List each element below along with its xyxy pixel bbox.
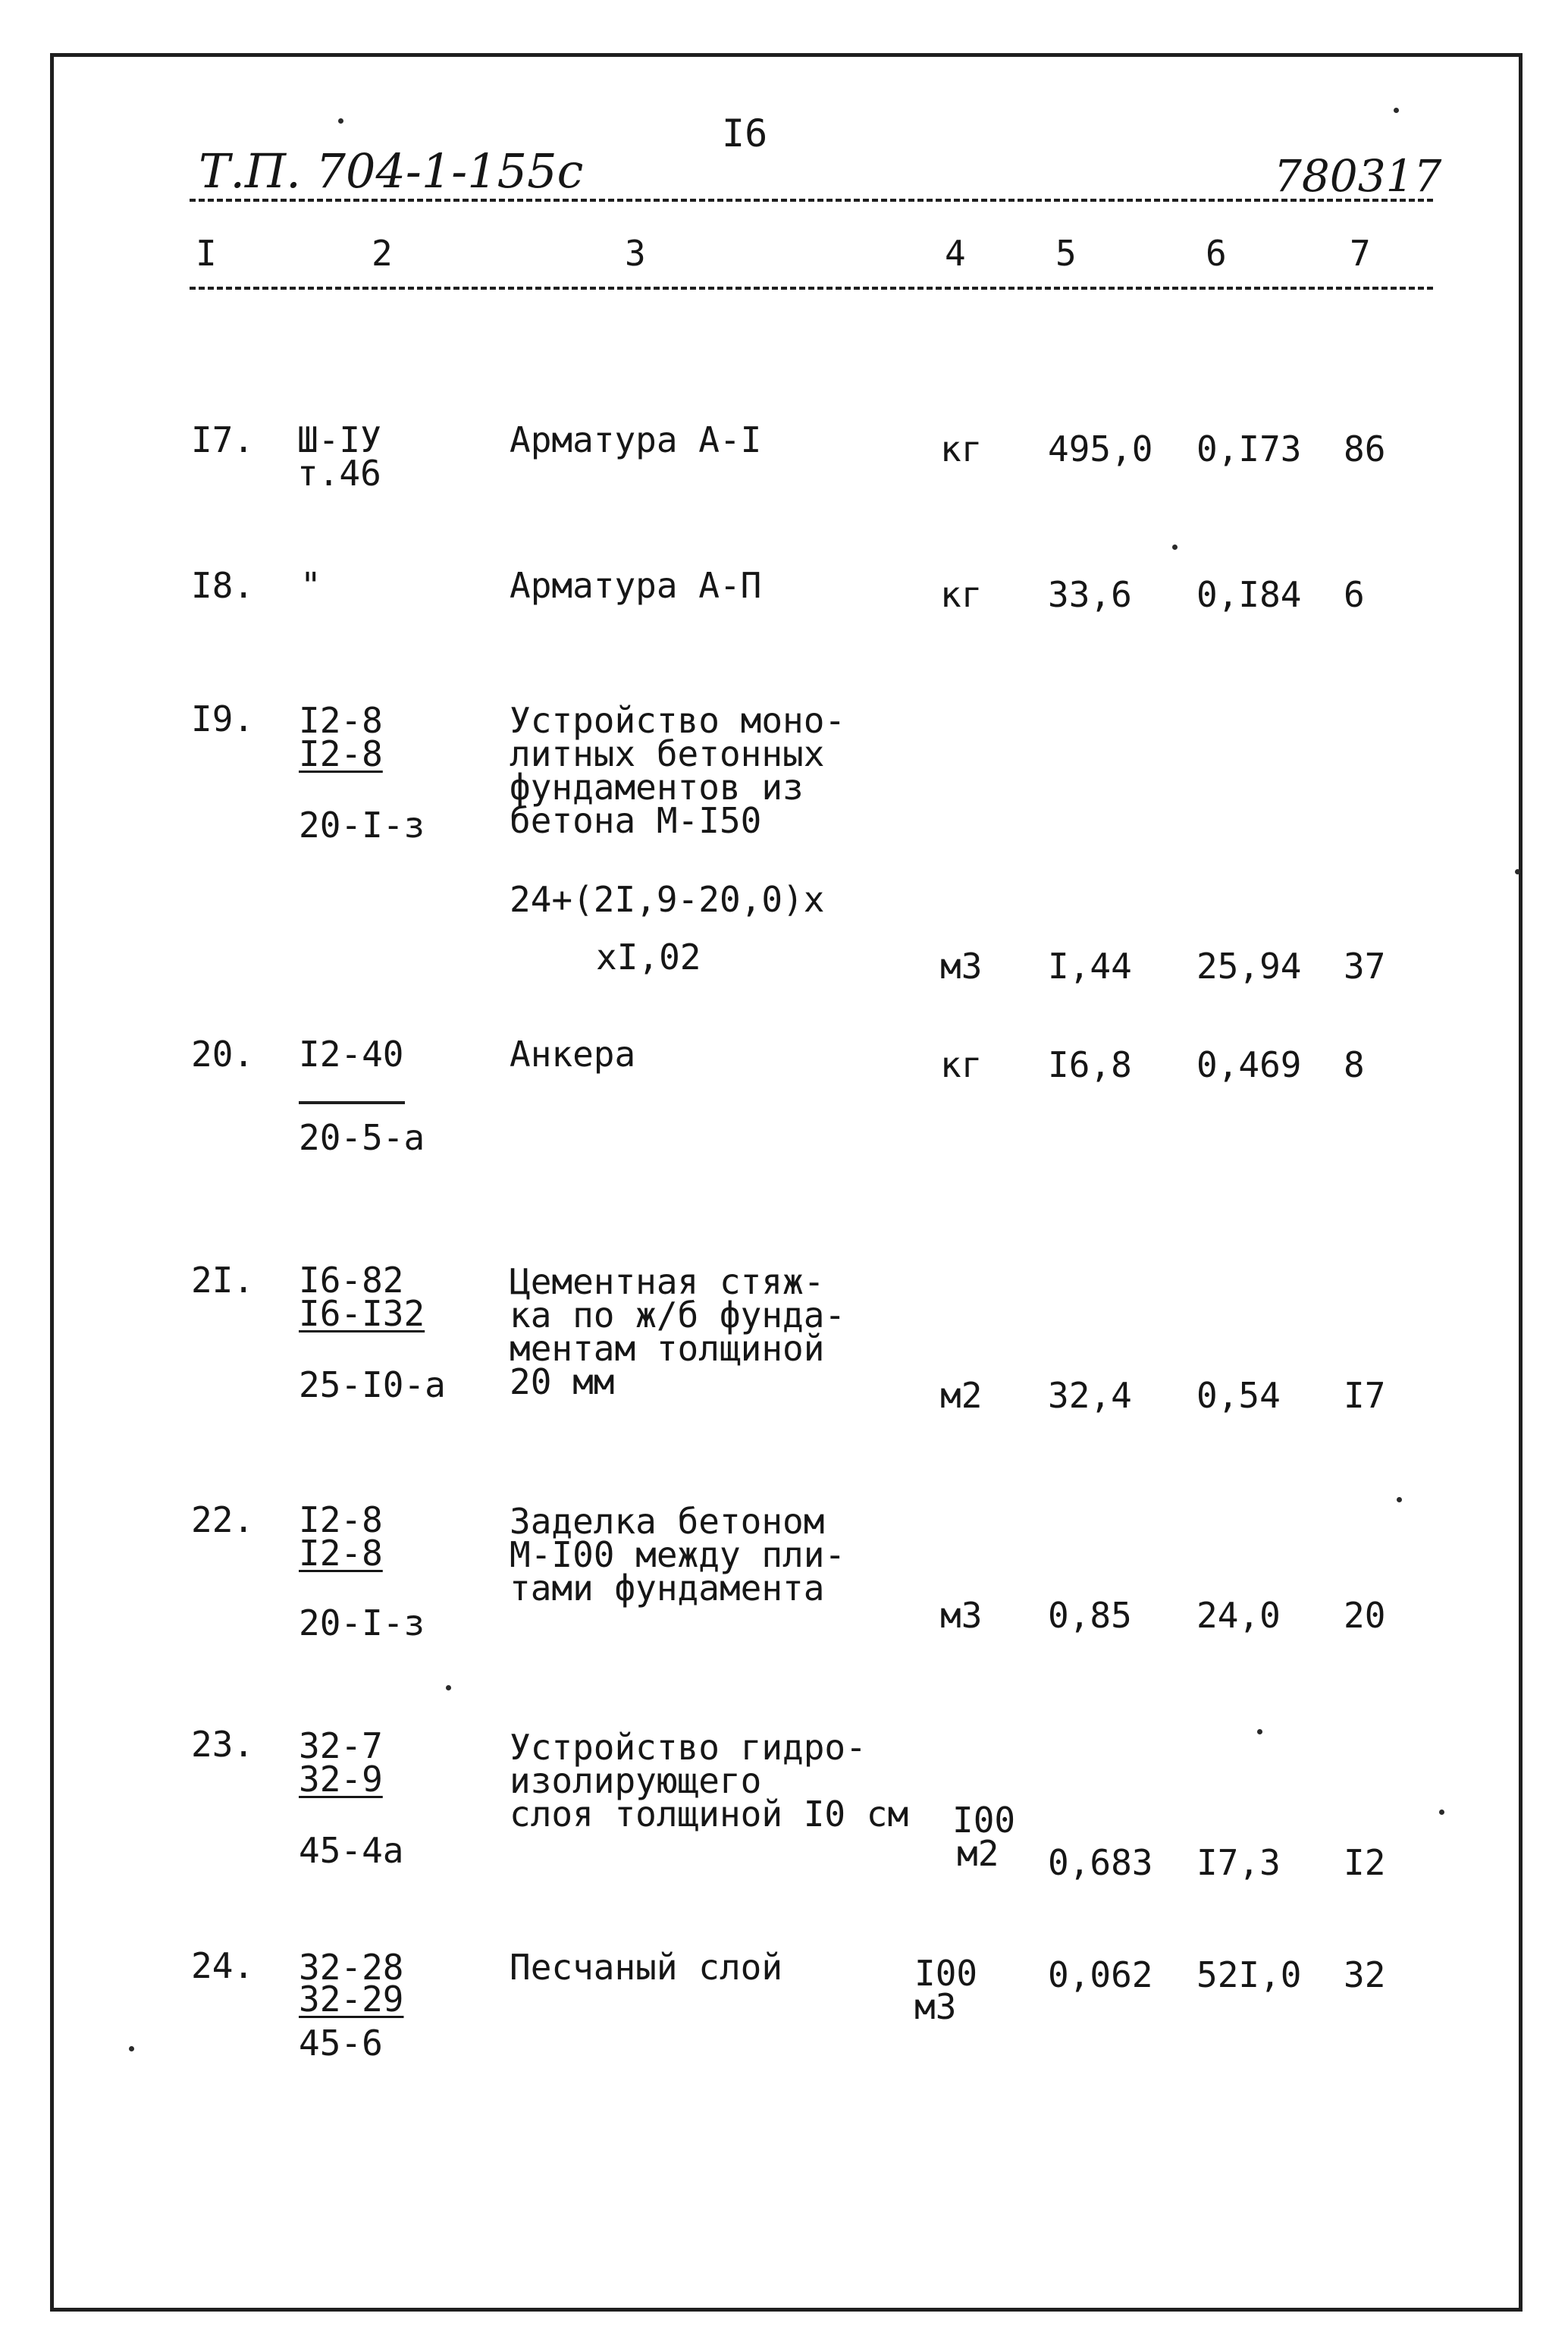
col-header-7: 7 [1350,233,1371,274]
total-cost: I2 [1344,1842,1386,1883]
quantity: 495,0 [1048,428,1153,469]
norm-code: 45-4а [299,1830,404,1871]
scan-speck [129,2046,134,2051]
row-number: I8. [191,565,255,606]
total-cost: 32 [1344,1954,1386,1995]
scan-speck [1394,108,1399,113]
quantity: 33,6 [1048,574,1132,615]
work-description: ка по ж/б фунда- [510,1295,846,1336]
scan-speck [446,1685,451,1690]
column-header-rule [190,287,1433,290]
work-description: Цементная стяж- [510,1261,825,1302]
page-number: I6 [722,111,768,155]
unit: кг [940,1044,983,1085]
unit: I00 [952,1800,1016,1841]
row-number: I9. [191,698,255,739]
scan-speck [338,118,343,124]
work-description: Арматура А-П [510,565,762,606]
norm-code: 32-29 [299,1979,404,2020]
unit-price: 52I,0 [1196,1954,1302,1995]
norm-code: " [300,565,321,606]
col-header-1: I [196,233,217,274]
row-number: 24. [191,1945,255,1986]
unit: м3 [940,946,983,987]
unit-price: 25,94 [1196,946,1302,987]
header-rule [190,199,1433,202]
norm-code: I2-8 [299,733,383,774]
work-description: изолирующего [510,1760,762,1801]
norm-code: I2-40 [299,1034,404,1075]
work-description: Анкера [510,1034,636,1075]
norm-code: I2-8 [299,1499,383,1540]
row-number: 22. [191,1499,255,1540]
col-header-2: 2 [372,233,393,274]
total-cost: 20 [1344,1595,1386,1636]
page-frame [50,53,1523,2312]
quantity: 32,4 [1048,1375,1132,1416]
scan-speck [1257,1729,1262,1734]
row-number: 2I. [191,1260,255,1301]
scan-speck [1172,545,1178,550]
total-cost: 86 [1344,428,1386,469]
work-description: Устройство моно- [510,700,846,741]
work-description: ментам толщиной [510,1328,825,1369]
norm-code: 45-6 [299,2023,383,2064]
unit: м2 [957,1833,999,1874]
quantity: 0,062 [1048,1954,1153,1995]
fraction-line [299,1101,405,1104]
col-header-4: 4 [945,233,966,274]
quantity: 0,683 [1048,1842,1153,1883]
unit: м3 [940,1595,983,1636]
norm-code: I6-I32 [299,1293,425,1334]
quantity-formula: хI,02 [596,937,701,978]
work-description: литных бетонных [510,733,825,774]
scan-speck [1515,869,1520,874]
work-description: слоя толщиной I0 см [510,1794,909,1835]
scan-speck [1439,1810,1444,1815]
unit: м3 [914,1986,957,2027]
work-description: бетона М-I50 [510,800,762,841]
total-cost: I7 [1344,1375,1386,1416]
norm-code: Ш-IУ [297,419,381,460]
norm-code: 32-7 [299,1725,383,1766]
work-description: тами фундамента [510,1568,825,1609]
norm-code: 20-I-з [299,1602,425,1643]
work-description: Песчаный слой [510,1947,783,1988]
norm-code: 32-9 [299,1759,383,1800]
unit-price: 24,0 [1196,1595,1281,1636]
norm-code: 32-28 [299,1947,404,1988]
work-description: Устройство гидро- [510,1727,867,1768]
unit-price: 0,I84 [1196,574,1302,615]
unit: м2 [940,1375,983,1416]
quantity: I6,8 [1048,1044,1132,1085]
unit-price: 0,54 [1196,1375,1281,1416]
work-description: 20 мм [510,1361,615,1402]
norm-code: I6-82 [299,1260,404,1301]
unit-price: 0,469 [1196,1044,1302,1085]
norm-code: I2-8 [299,1533,383,1574]
total-cost: 6 [1344,574,1365,615]
norm-code: 20-I-з [299,805,425,846]
quantity: I,44 [1048,946,1132,987]
scan-speck [1397,1497,1402,1502]
norm-code: т.46 [297,453,381,494]
row-number: 23. [191,1724,255,1765]
unit: кг [940,428,983,469]
work-description: фундаментов из [510,767,804,808]
total-cost: 8 [1344,1044,1365,1085]
work-description: Арматура А-I [510,419,762,460]
doc-code: Т.П. 704-1-155с [199,143,584,199]
work-description: М-I00 между пли- [510,1534,846,1575]
row-number: 20. [191,1034,255,1075]
quantity: 0,85 [1048,1595,1132,1636]
work-description: Заделка бетоном [510,1501,825,1542]
unit-price: 0,I73 [1196,428,1302,469]
total-cost: 37 [1344,946,1386,987]
col-header-3: 3 [625,233,646,274]
col-header-5: 5 [1055,233,1077,274]
quantity-formula: 24+(2I,9-20,0)х [510,879,825,920]
unit-price: I7,3 [1196,1842,1281,1883]
col-header-6: 6 [1206,233,1227,274]
row-number: I7. [191,419,255,460]
unit: кг [940,574,983,615]
unit: I00 [914,1953,978,1994]
norm-code: 25-I0-а [299,1364,446,1405]
norm-code: I2-8 [299,700,383,741]
inventory-number: 780317 [1274,150,1442,202]
norm-code: 20-5-а [299,1117,425,1158]
